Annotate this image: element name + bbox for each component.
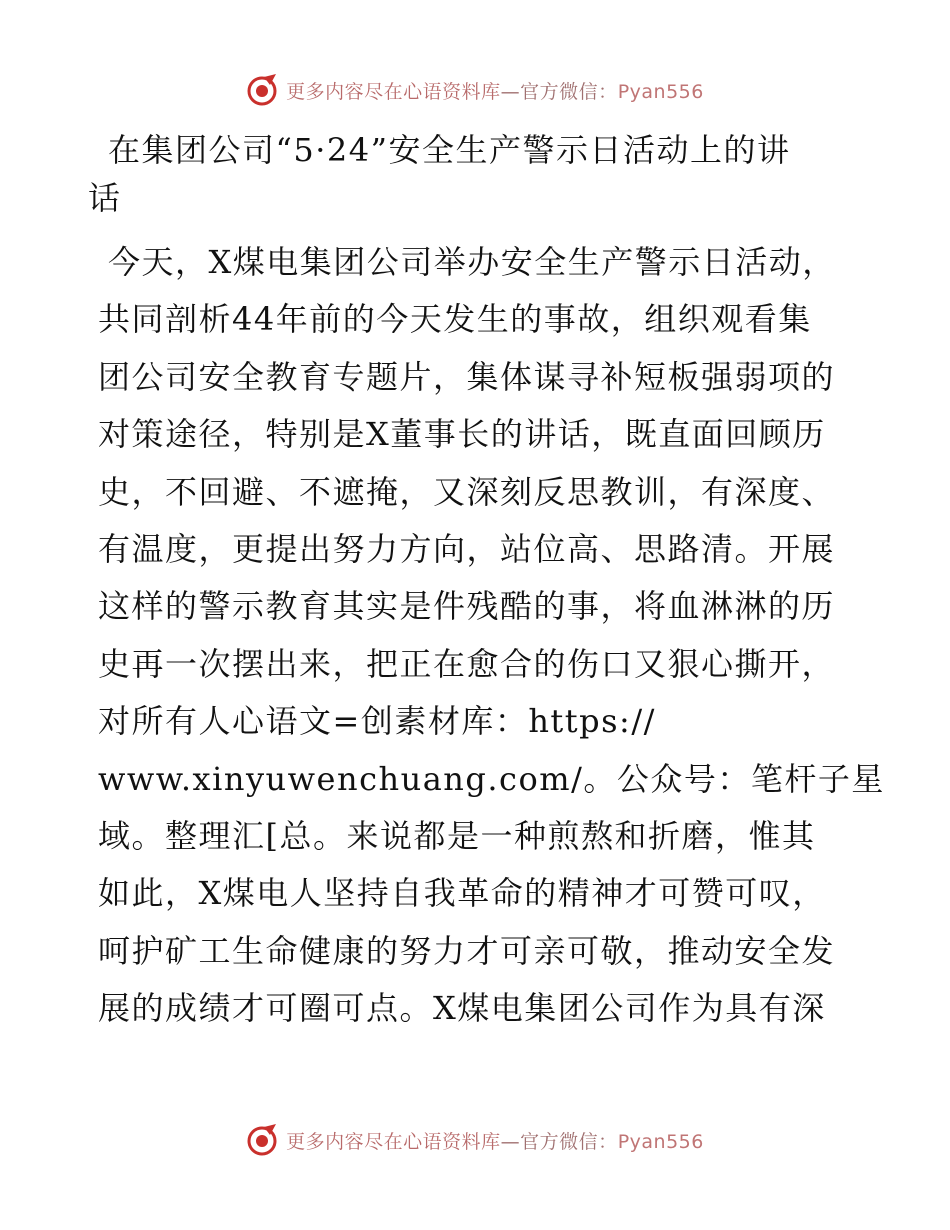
watermark-main-text: 更多内容尽在心语资料库 [286,80,501,103]
body-line: 呵护矿工生命健康的努力才可亲可敬，推动安全发 [98,931,836,970]
red-seal-logo-icon [246,73,280,107]
document-body [98,234,885,1037]
body-line: 史，不回避、不遮掩，又深刻反思教训，有深度、 [98,472,836,511]
body-line: 这样的警示教育其实是件残酷的事，将血淋淋的历 [98,587,836,626]
footer-watermark-banner [0,1120,950,1160]
header-watermark-banner [0,70,950,110]
body-line: 今天，X煤电集团公司举办安全生产警示日活动， [108,243,836,281]
watermark-wechat-id: Pyan556 [617,1130,704,1153]
red-seal-logo-icon [246,1123,280,1157]
body-line: www.xinyuwenchuang.com/。公众号：笔杆子星 [98,759,885,798]
title-line-1: 在集团公司“5·24”安全生产警示日活动上的讲 [108,131,791,169]
watermark-wechat-label: 官方微信： [520,1130,618,1153]
body-line: 有温度，更提出努力方向，站位高、思路清。开展 [98,529,836,568]
watermark-wechat-id: Pyan556 [617,80,704,103]
title-line-2: 话 [88,179,122,217]
body-line: 史再一次摆出来，把正在愈合的伤口又狠心撕开， [98,644,836,683]
body-line: 团公司安全教育专题片，集体谋寻补短板强弱项的 [98,357,836,396]
watermark-main-text: 更多内容尽在心语资料库 [286,1130,501,1153]
watermark-wechat-label: 官方微信： [520,80,618,103]
watermark-text [286,1127,704,1154]
body-line: 域。整理汇[总。来说都是一种煎熬和折磨，惟其 [98,816,816,855]
body-line: 展的成绩才可圈可点。X煤电集团公司作为具有深 [98,989,826,1028]
watermark-text [286,77,704,104]
watermark-separator: — [500,80,521,103]
body-line: 共同剖析44年前的今天发生的事故，组织观看集 [98,300,812,339]
body-line: 对所有人心语文=创素材库：https:// [98,702,656,741]
body-line: 对策途径，特别是X董事长的讲话，既直面回顾历 [98,415,826,454]
watermark-separator: — [500,1130,521,1153]
document-title [88,126,858,222]
body-line: 如此，X煤电人坚持自我革命的精神才可赞可叹， [98,874,826,913]
